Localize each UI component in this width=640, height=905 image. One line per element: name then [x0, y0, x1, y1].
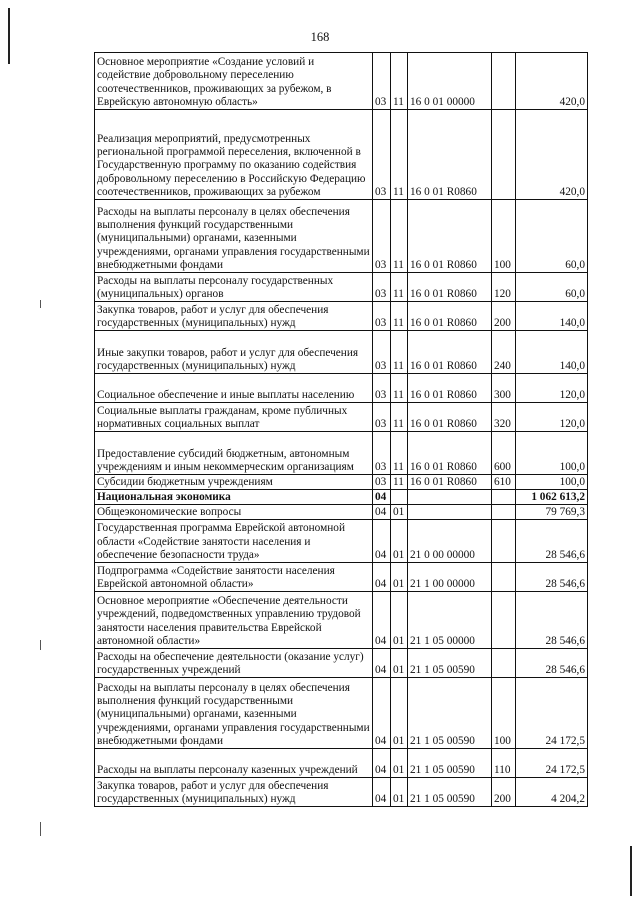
table-row	[95, 592, 588, 649]
row-name: Расходы на выплаты персоналу в целях обеспечения выполнения функций государственными (муниципальными) органами, казенными учреждениями, органами управления государственными внебюджетными фондами	[95, 200, 373, 273]
row-section: 03	[373, 432, 391, 475]
row-expense-type	[492, 490, 516, 505]
row-section: 03	[373, 53, 391, 110]
row-sum: 4 204,2	[516, 778, 588, 807]
table-row	[95, 505, 588, 520]
row-subsection: 11	[391, 110, 408, 200]
row-sum: 60,0	[516, 273, 588, 302]
table-row	[95, 649, 588, 678]
row-target-article: 16 0 01 R0860	[408, 110, 492, 200]
scan-speck	[40, 640, 41, 650]
row-expense-type: 200	[492, 778, 516, 807]
table-row	[95, 778, 588, 807]
row-name: Закупка товаров, работ и услуг для обеспечения государственных (муниципальных) нужд	[95, 302, 373, 331]
row-target-article: 16 0 01 R0860	[408, 374, 492, 403]
row-name: Реализация мероприятий, предусмотренных региональной программой переселения, включенной в Государственную программу по оказанию содействия добровольному переселению в Российскую Федерацию соотечественников, проживающих за рубежом	[95, 110, 373, 200]
row-subsection: 01	[391, 678, 408, 749]
row-target-article: 21 1 05 00590	[408, 749, 492, 778]
row-name: Общеэкономические вопросы	[95, 505, 373, 520]
row-sum: 28 546,6	[516, 563, 588, 592]
row-sum: 28 546,6	[516, 592, 588, 649]
row-expense-type	[492, 520, 516, 563]
table-row	[95, 563, 588, 592]
table-row	[95, 53, 588, 110]
row-section: 04	[373, 778, 391, 807]
table-row	[95, 403, 588, 432]
row-target-article: 16 0 01 R0860	[408, 200, 492, 273]
row-name: Социальное обеспечение и иные выплаты населению	[95, 374, 373, 403]
table-row	[95, 200, 588, 273]
row-target-article	[408, 490, 492, 505]
row-expense-type	[492, 110, 516, 200]
row-target-article: 21 1 00 00000	[408, 563, 492, 592]
row-target-article: 16 0 01 R0860	[408, 475, 492, 490]
row-section: 04	[373, 678, 391, 749]
row-sum: 420,0	[516, 110, 588, 200]
row-name: Расходы на выплаты персоналу государственных (муниципальных) органов	[95, 273, 373, 302]
row-expense-type: 110	[492, 749, 516, 778]
row-expense-type	[492, 563, 516, 592]
row-target-article: 21 1 05 00590	[408, 778, 492, 807]
row-sum: 28 546,6	[516, 520, 588, 563]
row-expense-type	[492, 505, 516, 520]
row-name: Субсидии бюджетным учреждениям	[95, 475, 373, 490]
table-row	[95, 749, 588, 778]
row-subsection: 11	[391, 331, 408, 374]
row-sum: 79 769,3	[516, 505, 588, 520]
row-sum: 24 172,5	[516, 749, 588, 778]
row-name: Социальные выплаты гражданам, кроме публичных нормативных социальных выплат	[95, 403, 373, 432]
budget-table-body	[95, 53, 588, 807]
row-subsection	[391, 490, 408, 505]
row-subsection: 01	[391, 520, 408, 563]
row-target-article: 21 1 05 00000	[408, 592, 492, 649]
table-row	[95, 520, 588, 563]
row-target-article: 21 1 05 00590	[408, 678, 492, 749]
row-expense-type	[492, 649, 516, 678]
row-name: Государственная программа Еврейской автономной области «Содействие занятости населения и обеспечение безопасности труда»	[95, 520, 373, 563]
row-sum: 140,0	[516, 302, 588, 331]
row-name: Национальная экономика	[95, 490, 373, 505]
row-target-article: 16 0 01 R0860	[408, 432, 492, 475]
row-section: 04	[373, 649, 391, 678]
row-name: Расходы на выплаты персоналу казенных учреждений	[95, 749, 373, 778]
scan-speck	[40, 300, 41, 308]
table-row	[95, 374, 588, 403]
budget-table	[94, 52, 588, 807]
row-subsection: 01	[391, 563, 408, 592]
row-name: Расходы на обеспечение деятельности (оказание услуг) государственных учреждений	[95, 649, 373, 678]
row-expense-type: 240	[492, 331, 516, 374]
row-name: Подпрограмма «Содействие занятости населения Еврейской автономной области»	[95, 563, 373, 592]
row-target-article: 21 0 00 00000	[408, 520, 492, 563]
row-subsection: 01	[391, 649, 408, 678]
row-target-article: 16 0 01 R0860	[408, 403, 492, 432]
table-row	[95, 110, 588, 200]
row-sum: 28 546,6	[516, 649, 588, 678]
row-section: 03	[373, 110, 391, 200]
row-expense-type: 600	[492, 432, 516, 475]
row-section: 03	[373, 331, 391, 374]
table-row	[95, 331, 588, 374]
row-subsection: 11	[391, 53, 408, 110]
row-target-article: 16 0 01 R0860	[408, 302, 492, 331]
row-expense-type	[492, 53, 516, 110]
table-row	[95, 475, 588, 490]
row-subsection: 11	[391, 273, 408, 302]
row-section: 04	[373, 592, 391, 649]
row-sum: 60,0	[516, 200, 588, 273]
row-subsection: 11	[391, 374, 408, 403]
row-name: Предоставление субсидий бюджетным, автономным учреждениям и иным некоммерческим организациям	[95, 432, 373, 475]
row-subsection: 11	[391, 200, 408, 273]
row-expense-type: 120	[492, 273, 516, 302]
table-row	[95, 678, 588, 749]
row-sum: 100,0	[516, 475, 588, 490]
row-subsection: 01	[391, 505, 408, 520]
row-subsection: 11	[391, 403, 408, 432]
row-expense-type: 100	[492, 678, 516, 749]
row-expense-type: 200	[492, 302, 516, 331]
row-name: Основное мероприятие «Создание условий и содействие добровольному переселению соотечественников, проживающих за рубежом, в Еврейскую автономную область»	[95, 53, 373, 110]
row-subsection: 11	[391, 302, 408, 331]
row-target-article: 16 0 01 00000	[408, 53, 492, 110]
table-row	[95, 490, 588, 505]
row-subsection: 01	[391, 592, 408, 649]
row-subsection: 11	[391, 432, 408, 475]
row-section: 03	[373, 403, 391, 432]
row-section: 03	[373, 302, 391, 331]
row-section: 04	[373, 490, 391, 505]
row-expense-type	[492, 592, 516, 649]
row-sum: 120,0	[516, 403, 588, 432]
row-expense-type: 610	[492, 475, 516, 490]
row-target-article: 16 0 01 R0860	[408, 273, 492, 302]
row-sum: 1 062 613,2	[516, 490, 588, 505]
row-section: 04	[373, 563, 391, 592]
row-section: 04	[373, 520, 391, 563]
row-sum: 120,0	[516, 374, 588, 403]
row-section: 03	[373, 374, 391, 403]
row-target-article	[408, 505, 492, 520]
row-section: 03	[373, 475, 391, 490]
row-sum: 24 172,5	[516, 678, 588, 749]
row-expense-type: 300	[492, 374, 516, 403]
row-section: 04	[373, 505, 391, 520]
row-expense-type: 320	[492, 403, 516, 432]
table-row	[95, 302, 588, 331]
row-name: Расходы на выплаты персоналу в целях обеспечения выполнения функций государственными (муниципальными) органами, казенными учреждениями, органами управления государственными внебюджетными фондами	[95, 678, 373, 749]
row-sum: 100,0	[516, 432, 588, 475]
scan-speck	[40, 822, 41, 836]
row-target-article: 16 0 01 R0860	[408, 331, 492, 374]
row-expense-type: 100	[492, 200, 516, 273]
row-name: Основное мероприятие «Обеспечение деятельности учреждений, подведомственных управлению трудовой занятости населения правительства Еврейской автономной области»	[95, 592, 373, 649]
row-section: 03	[373, 273, 391, 302]
row-subsection: 11	[391, 475, 408, 490]
row-section: 03	[373, 200, 391, 273]
row-subsection: 01	[391, 778, 408, 807]
page-number: 168	[310, 30, 330, 44]
row-target-article: 21 1 05 00590	[408, 649, 492, 678]
row-subsection: 01	[391, 749, 408, 778]
row-section: 04	[373, 749, 391, 778]
table-row	[95, 273, 588, 302]
row-name: Иные закупки товаров, работ и услуг для обеспечения государственных (муниципальных) нужд	[95, 331, 373, 374]
row-name: Закупка товаров, работ и услуг для обеспечения государственных (муниципальных) нужд	[95, 778, 373, 807]
scan-edge-mark-right	[630, 846, 632, 896]
table-row	[95, 432, 588, 475]
row-sum: 140,0	[516, 331, 588, 374]
row-sum: 420,0	[516, 53, 588, 110]
